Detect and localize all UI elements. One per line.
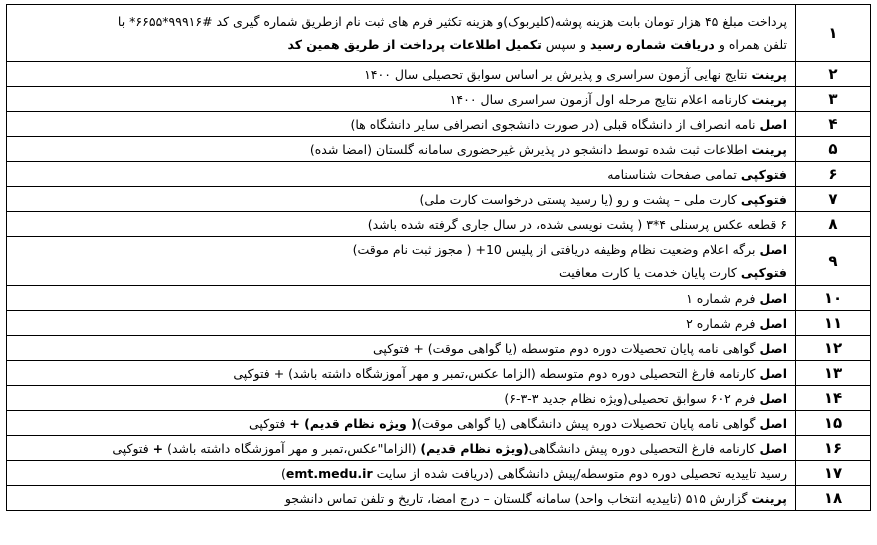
document-description <box>7 212 796 237</box>
row-number: ۱۸ <box>796 486 871 511</box>
document-description <box>7 311 796 336</box>
description-line <box>15 412 787 435</box>
table-row <box>7 237 871 286</box>
emphasis-text: اصل <box>759 415 787 431</box>
document-description <box>7 286 796 311</box>
emphasis-text: اصل <box>759 315 787 331</box>
body-text: تمامی صفحات شناسنامه <box>607 166 741 182</box>
body-text: گواهی نامه پایان تحصیلات دوره دوم متوسطه (یا گواهی موقت) + فتوکپی <box>373 340 760 356</box>
document-description <box>7 87 796 112</box>
body-text: کارنامه فارغ التحصیلی دوره دوم متوسطه (الزاما عکس،تمبر و مهر آموزشگاه داشته باشد) + فتوکپی <box>233 365 760 381</box>
table-row <box>7 286 871 311</box>
row-number: ۹ <box>796 237 871 286</box>
emphasis-text: (ویژه نظام قدیم) <box>420 440 529 456</box>
emphasis-text: emt.medu.ir <box>285 465 373 481</box>
description-line <box>15 362 787 385</box>
body-text: ) <box>280 465 286 481</box>
table-row <box>7 461 871 486</box>
description-line <box>15 238 787 261</box>
table-row <box>7 112 871 137</box>
row-number: ۱ <box>796 5 871 62</box>
row-number: ۱۵ <box>796 411 871 436</box>
emphasis-text: تکمیل اطلاعات پرداخت از طریق همین کد <box>287 37 542 52</box>
body-text: گزارش ۵۱۵ (تاییدیه انتخاب واحد) سامانه گلستان – درج امضا، تاریخ و تلفن تماس دانشجو <box>284 490 752 506</box>
row-number: ۶ <box>796 162 871 187</box>
body-text: فرم شماره ۱ <box>686 290 760 306</box>
emphasis-text: فتوکپی <box>740 166 787 182</box>
document-description <box>7 411 796 436</box>
table-row <box>7 411 871 436</box>
document-description <box>7 461 796 486</box>
table-row <box>7 386 871 411</box>
row-number: ۳ <box>796 87 871 112</box>
description-line <box>15 213 787 236</box>
row-number: ۱۰ <box>796 286 871 311</box>
table-row <box>7 187 871 212</box>
table-row <box>7 486 871 511</box>
body-text: اطلاعات ثبت شده توسط دانشجو در پذیرش غیرحضوری سامانه گلستان (امضا شده) <box>309 141 752 157</box>
table-body <box>7 5 871 511</box>
document-description <box>7 112 796 137</box>
emphasis-text: اصل <box>759 440 787 456</box>
emphasis-text: فتوکپی <box>740 191 787 207</box>
table-row <box>7 62 871 87</box>
table-row <box>7 162 871 187</box>
emphasis-text: اصل <box>759 390 787 406</box>
description-line <box>15 287 787 310</box>
body-text: کارت ملی – پشت و رو (یا رسید پستی درخواست کارت ملی) <box>419 191 741 207</box>
description-line <box>15 312 787 335</box>
description-line <box>15 462 787 485</box>
table-row <box>7 212 871 237</box>
body-text: کارنامه فارغ التحصیلی دوره پیش دانشگاهی <box>528 440 760 456</box>
body-text: کارنامه اعلام نتایج مرحله اول آزمون سراسری سال ۱۴۰۰ <box>449 91 752 107</box>
body-text: فتوکپی <box>249 415 290 431</box>
emphasis-text: فتوکپی <box>740 265 787 280</box>
row-number: ۵ <box>796 137 871 162</box>
table-row <box>7 137 871 162</box>
body-text: تلفن همراه و <box>714 37 787 52</box>
emphasis-text: پرینت <box>751 66 787 82</box>
description-line <box>15 487 787 510</box>
body-text: فرم شماره ۲ <box>686 315 760 331</box>
description-line <box>15 261 787 284</box>
row-number: ۱۱ <box>796 311 871 336</box>
document-description <box>7 386 796 411</box>
body-text: و سپس <box>541 37 590 52</box>
emphasis-text: پرینت <box>751 91 787 107</box>
body-text: رسید تاییدیه تحصیلی دوره دوم متوسطه/پیش دانشگاهی (دریافت شده از سایت <box>372 465 787 481</box>
row-number: ۱۲ <box>796 336 871 361</box>
body-text: ۶ قطعه عکس پرسنلی ۴*۳ ( پشت نویسی شده، در سال جاری گرفته شده باشد) <box>367 216 787 232</box>
document-description <box>7 62 796 87</box>
description-line <box>15 10 787 33</box>
emphasis-text: پرینت <box>751 490 787 506</box>
body-text: کارت پایان خدمت یا کارت معافیت <box>559 265 741 280</box>
row-number: ۴ <box>796 112 871 137</box>
row-number: ۱۷ <box>796 461 871 486</box>
body-text: فتوکپی <box>112 440 153 456</box>
description-line <box>15 387 787 410</box>
document-description <box>7 187 796 212</box>
document-description <box>7 162 796 187</box>
table-row <box>7 361 871 386</box>
emphasis-text: دریافت شماره رسید <box>589 37 715 52</box>
row-number: ۱۴ <box>796 386 871 411</box>
description-line <box>15 437 787 460</box>
emphasis-text: + <box>152 440 164 456</box>
document-description <box>7 137 796 162</box>
body-text: برگه اعلام وضعیت نظام وظیفه دریافتی از پلیس 10+ ( مجوز ثبت نام موقت) <box>352 242 760 257</box>
description-line <box>15 63 787 86</box>
body-text: فرم ۶۰۲ سوابق تحصیلی(ویژه نظام جدید ۳-۳-۶) <box>504 390 760 406</box>
body-text: نتایج نهایی آزمون سراسری و پذیرش بر اساس سوابق تحصیلی سال ۱۴۰۰ <box>364 66 752 82</box>
body-text: گواهی نامه پایان تحصیلات دوره پیش دانشگاهی (یا گواهی موقت) <box>416 415 760 431</box>
row-number: ۷ <box>796 187 871 212</box>
emphasis-text: ( ویژه نظام قدیم) + <box>289 415 417 431</box>
table-row <box>7 436 871 461</box>
body-text: نامه انصراف از دانشگاه قبلی (در صورت دانشجوی انصرافی سایر دانشگاه ها) <box>350 116 760 132</box>
description-line <box>15 88 787 111</box>
description-line <box>15 337 787 360</box>
description-line <box>15 33 787 56</box>
emphasis-text: اصل <box>759 340 787 356</box>
row-number: ۸ <box>796 212 871 237</box>
description-line <box>15 138 787 161</box>
description-line <box>15 188 787 211</box>
emphasis-text: اصل <box>759 116 787 132</box>
table-row <box>7 311 871 336</box>
table-row <box>7 5 871 62</box>
document-description <box>7 486 796 511</box>
row-number: ۱۳ <box>796 361 871 386</box>
document-description <box>7 336 796 361</box>
document-description <box>7 361 796 386</box>
emphasis-text: اصل <box>759 242 787 257</box>
emphasis-text: اصل <box>759 365 787 381</box>
description-line <box>15 113 787 136</box>
table-row <box>7 336 871 361</box>
emphasis-text: اصل <box>759 290 787 306</box>
required-documents-table <box>6 4 871 511</box>
body-text: پرداخت مبلغ ۴۵ هزار تومان بابت هزینه پوشه(کلیربوک)و هزینه تکثیر فرم های ثبت نام ازطریق شماره گیری کد #۹۹۹۱۶*۶۶۵۵* با <box>117 14 787 29</box>
document-description <box>7 5 796 62</box>
row-number: ۲ <box>796 62 871 87</box>
document-description <box>7 436 796 461</box>
table-row <box>7 87 871 112</box>
body-text: (الزاما"عکس،تمبر و مهر آموزشگاه داشته باشد) <box>163 440 421 456</box>
row-number: ۱۶ <box>796 436 871 461</box>
description-line <box>15 163 787 186</box>
document-description <box>7 237 796 286</box>
emphasis-text: پرینت <box>751 141 787 157</box>
